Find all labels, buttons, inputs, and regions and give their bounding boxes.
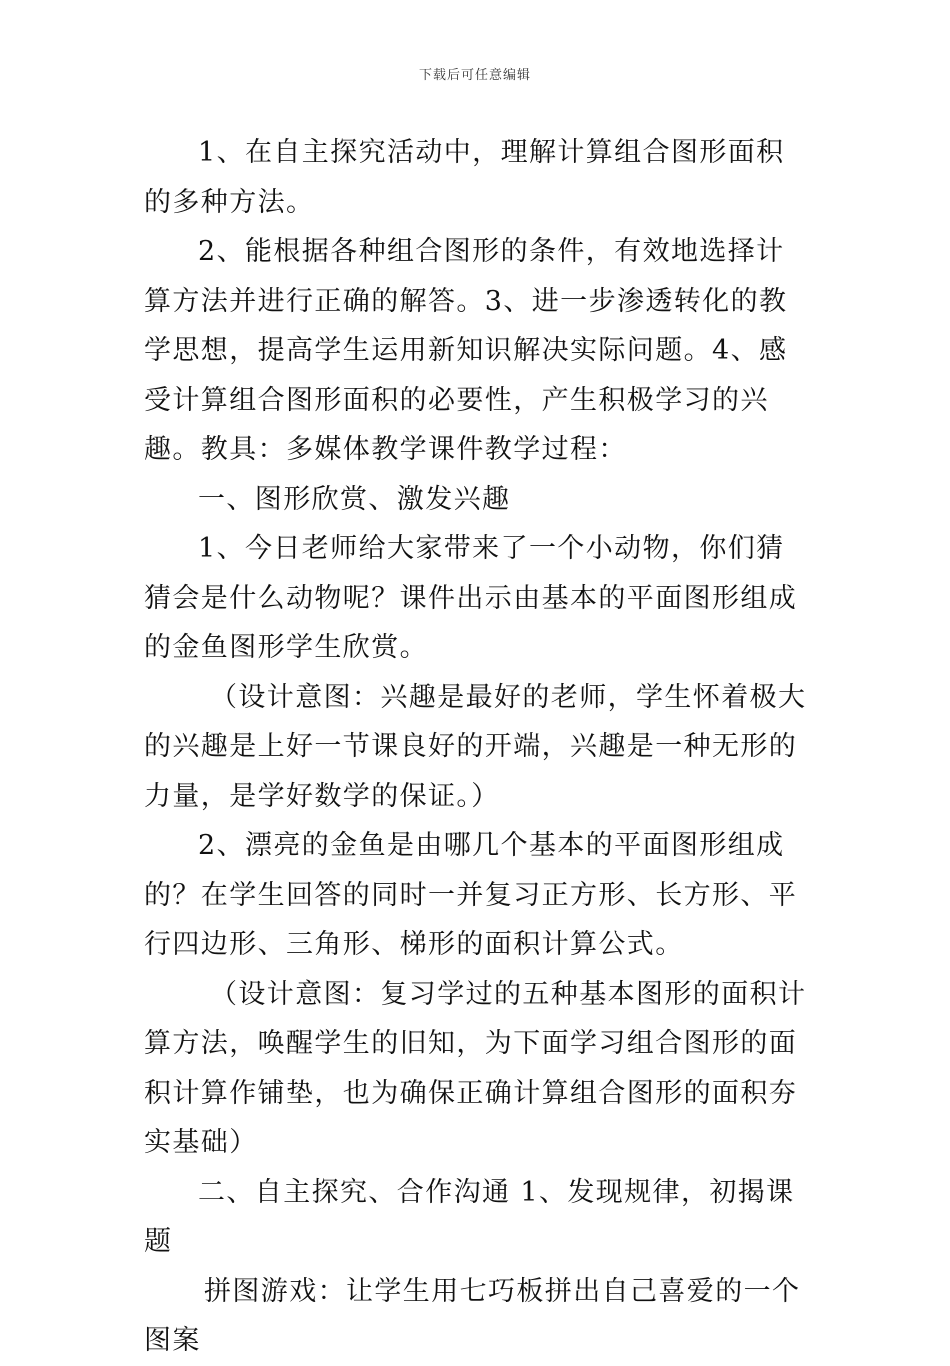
paragraph-objective-1: 1、在自主探究活动中，理解计算组合图形面积的多种方法。 [144, 137, 785, 218]
page-header: 下载后可任意编辑 [418, 68, 531, 83]
section-heading-2: 二、自主探究、合作沟通 1、发现规律，初揭课题 [144, 1176, 795, 1257]
document-body [144, 128, 810, 1366]
section-heading-1: 一、图形欣赏、激发兴趣 [198, 483, 511, 515]
paragraph-design-intent-2: （设计意图：复习学过的五种基本图形的面积计算方法，唤醒学生的旧知，为下面学习组合图形的面积计算作铺垫，也为确保正确计算组合图形的面积夯实基础） [144, 978, 807, 1158]
paragraph-objectives-2-4: 2、能根据各种组合图形的条件，有效地选择计算方法并进行正确的解答。3、进一步渗透转化的教学思想，提高学生运用新知识解决实际问题。4、感受计算组合图形面积的必要性，产生积极学习的兴趣。教具：多媒体教学课件教学过程： [144, 236, 788, 465]
paragraph-design-intent-1: （设计意图：兴趣是最好的老师，学生怀着极大的兴趣是上好一节课良好的开端，兴趣是一种无形的力量，是学好数学的保证。） [144, 681, 807, 812]
paragraph-step-2: 2、漂亮的金鱼是由哪几个基本的平面图形组成的？在学生回答的同时一并复习正方形、长方形、平行四边形、三角形、梯形的面积计算公式。 [144, 830, 798, 960]
paragraph-puzzle-game: 拼图游戏：让学生用七巧板拼出自己喜爱的一个图案 [144, 1275, 801, 1356]
paragraph-step-1: 1、今日老师给大家带来了一个小动物，你们猜猜会是什么动物呢？课件出示由基本的平面图形组成的金鱼图形学生欣赏。 [144, 533, 798, 663]
